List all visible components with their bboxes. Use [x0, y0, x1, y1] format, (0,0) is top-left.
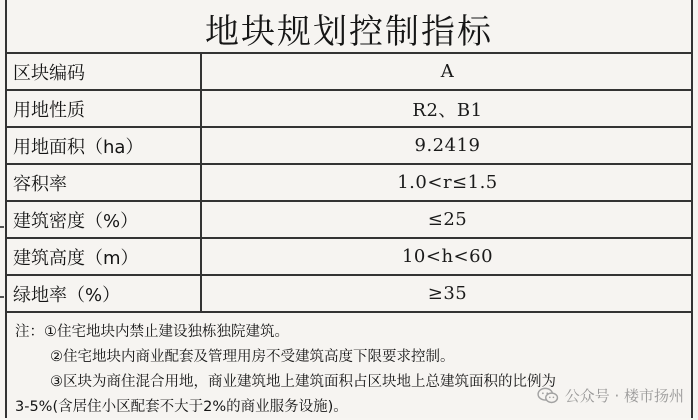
- table-row: [5, 239, 693, 276]
- row-label: 绿地率（%）: [5, 276, 202, 311]
- margin-tick-mark: [0, 296, 4, 298]
- row-label: 用地性质: [5, 91, 202, 126]
- title-row: [5, 0, 693, 54]
- note-line: 注：①住宅地块内禁止建设独栋独院建筑。: [15, 324, 289, 340]
- table-row: [5, 91, 693, 128]
- row-label: 容积率: [5, 165, 202, 200]
- row-value: 1.0<r≤1.5: [397, 172, 498, 193]
- row-label: 建筑高度（m）: [5, 239, 202, 274]
- row-value: ≥35: [427, 283, 468, 304]
- row-value: 10<h<60: [401, 246, 494, 267]
- indicator-table: [5, 54, 693, 313]
- watermark-text: 公众号 · 楼市扬州: [564, 387, 684, 405]
- row-value: 9.2419: [414, 135, 481, 156]
- row-label: 用地面积（ha）: [5, 128, 202, 163]
- row-value: ≤25: [427, 209, 468, 230]
- note-line: ③区块为商住混合用地，商业建筑地上建筑面积占区块地上总建筑面积的比例为: [50, 374, 556, 390]
- table-row: [5, 202, 693, 239]
- margin-tick-mark: [0, 226, 4, 228]
- note-line: 3-5%(含居住小区配套不大于2%的商业服务设施)。: [15, 399, 348, 415]
- row-value: A: [440, 61, 455, 82]
- wechat-icon: [537, 387, 559, 405]
- page-title: 地块规划控制指标: [205, 11, 493, 52]
- table-row: [5, 128, 693, 165]
- row-value: R2、B1: [412, 99, 483, 121]
- row-label: 建筑密度（%）: [5, 202, 202, 237]
- row-label: 区块编码: [5, 54, 202, 89]
- table-row: [5, 54, 693, 91]
- note-line: ②住宅地块内商业配套及管理用房不受建筑高度下限要求控制。: [50, 349, 455, 365]
- watermark: [537, 385, 684, 406]
- table-row: [5, 276, 693, 313]
- table-row: [5, 165, 693, 202]
